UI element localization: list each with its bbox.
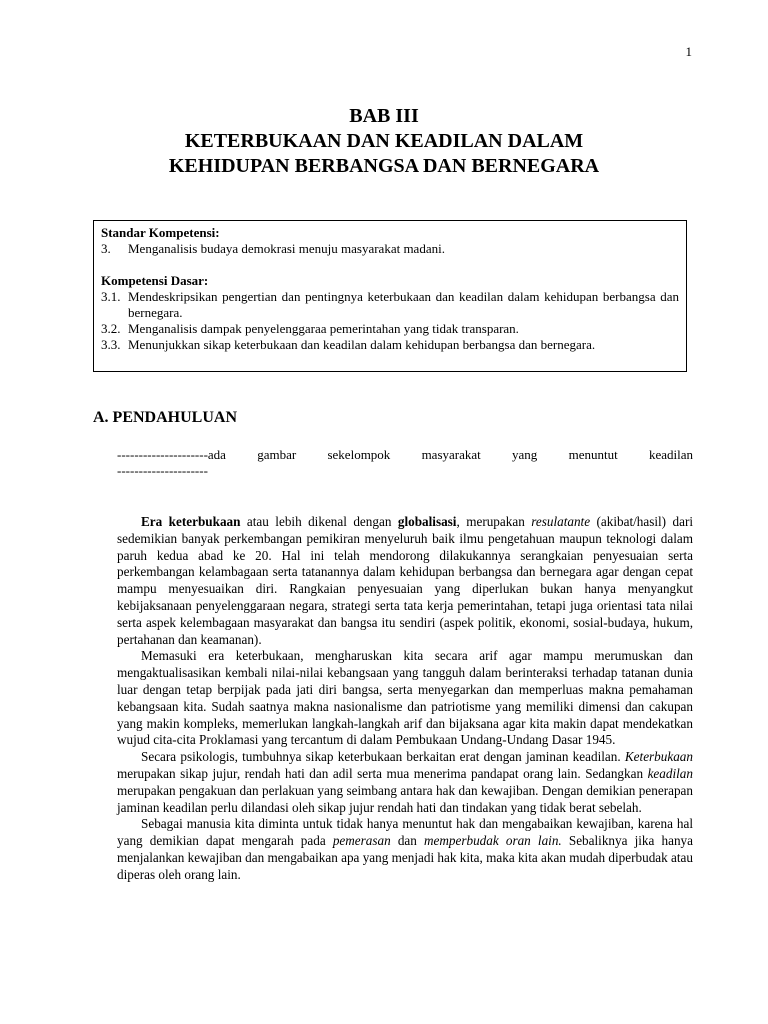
standard-competency-item bbox=[101, 241, 679, 257]
image-placeholder-note: ---------------------ada gambar sekelompok masyarakat yang menuntut keadilan bbox=[117, 447, 693, 462]
term-bold: globalisasi bbox=[397, 514, 457, 529]
term-bold: Era keterbukaan bbox=[141, 514, 241, 529]
item-text: Menunjukkan sikap keterbukaan dan keadilan dalam kehidupan berbangsa dan bernegara. bbox=[128, 337, 596, 352]
paragraph-2: Memasuki era keterbukaan, mengharuskan kita secara arif agar mampu merumuskan dan mengaktualisasikan kembali nilai-nilai kebangsaan yang tangguh dalam berinteraksi terhadap tatanan dunia luar dengan tetap berpijak pada jati diri bangsa, serta menyegarkan dan memperluas makna pemahaman kebangsaan kita. Sudah saatnya makna nasionalisme dan patriotisme yang memiliki dimensi dan cakupan yang makin kompleks, memerlukan langkah-langkah arif dan bijaksana agar kita makin dapat mendekatkan wujud cita-cita Proklamasi yang tercantum di dalam Pembukaan Undang-Undang Dasar 1945. bbox=[117, 648, 693, 748]
competency-box bbox=[93, 220, 687, 372]
term-italic: memperbudak oran lain. bbox=[424, 833, 562, 849]
chapter-title-block bbox=[0, 104, 768, 179]
term-italic: keadilan bbox=[647, 765, 693, 781]
item-number: 3.2. bbox=[101, 321, 121, 336]
paragraph-4: Sebagai manusia kita diminta untuk tidak hanya menuntut hak dan mengabaikan kewajiban, karena hal yang demikian dapat mengarah pada pemerasan dan memperbudak oran lain. Sebaliknya jika hanya menjalankan kewajiban dan mengabaikan apa yang menjadi hak kita, maka kita akan mudah diperbudak atau diperas oleh orang lain. bbox=[117, 816, 694, 882]
term-italic: resulatante bbox=[531, 514, 591, 529]
page-number: 1 bbox=[685, 44, 692, 59]
chapter-title-line-1: KETERBUKAAN DAN KEADILAN DALAM bbox=[184, 130, 584, 152]
item-number: 3. bbox=[101, 241, 111, 256]
basic-competency-heading: Kompetensi Dasar: bbox=[101, 273, 209, 288]
chapter-number: BAB III bbox=[349, 105, 419, 127]
term-italic: pemerasan bbox=[332, 833, 391, 849]
item-number: 3.3. bbox=[101, 337, 121, 352]
image-placeholder-note-continued: --------------------- bbox=[117, 463, 208, 478]
item-text: Menganalisis budaya demokrasi menuju masyarakat madani. bbox=[128, 241, 445, 256]
basic-competency-item bbox=[101, 337, 679, 353]
basic-competency-item bbox=[101, 321, 679, 337]
item-text: Mendeskripsikan pengertian dan pentingnya keterbukaan dan keadilan dalam kehidupan berbangsa dan bernegara. bbox=[128, 289, 679, 320]
section-heading: A. PENDAHULUAN bbox=[93, 409, 237, 426]
standard-competency-heading: Standar Kompetensi: bbox=[101, 225, 220, 240]
chapter-title-line-2: KEHIDUPAN BERBANGSA DAN BERNEGARA bbox=[168, 155, 600, 177]
basic-competency-item bbox=[101, 289, 679, 321]
paragraph-1: Era keterbukaan atau lebih dikenal dengan globalisasi, merupakan resulatante (akibat/hasil) dari sedemikian banyak perkembangan pemikiran menyeluruh baik ilmu pengetahuan maupun teknologi dalam paruh kedua abad ke 20. Hal ini telah mendorong dilakukannya serangkaian penyesuaian serta perkembangan kelambagaan serta tatanannya dalam kehidupan berbangsa dan bernegara agar dengan cepat mampu menyesuaikan diri. Rangkaian penyesuaian yang diperlukan bukan hanya menyangkut kebijaksanaan penyelenggaraan negara, strategi serta tata kerja pemerintahan, tetapi juga orientasi tata nilai serta aspek kelembagaan masyarakat dan bangsa itu sendiri (aspek politik, ekonomi, sosial-budaya, hukum, pertahanan dan keamanan). bbox=[117, 514, 694, 647]
item-number: 3.1. bbox=[101, 289, 121, 304]
paragraph-3: Secara psikologis, tumbuhnya sikap keterbukaan berkaitan erat dengan jaminan keadilan. Keterbukaan merupakan sikap jujur, rendah hati dan adil serta mua menerima pandapat orang lain. Sedangkan keadilan merupakan pengakuan dan perlakuan yang seimbang antara hak dan kewajiban. Dengan demikian penerapan jaminan keadilan perlu dilandasi oleh sikap jujur rendah hati dan tindakan yang tidak berat sebelah. bbox=[117, 749, 693, 815]
term-italic: Keterbukaan bbox=[624, 749, 693, 765]
body-text bbox=[117, 514, 693, 884]
item-text: Menganalisis dampak penyelenggaraa pemerintahan yang tidak transparan. bbox=[128, 321, 519, 336]
